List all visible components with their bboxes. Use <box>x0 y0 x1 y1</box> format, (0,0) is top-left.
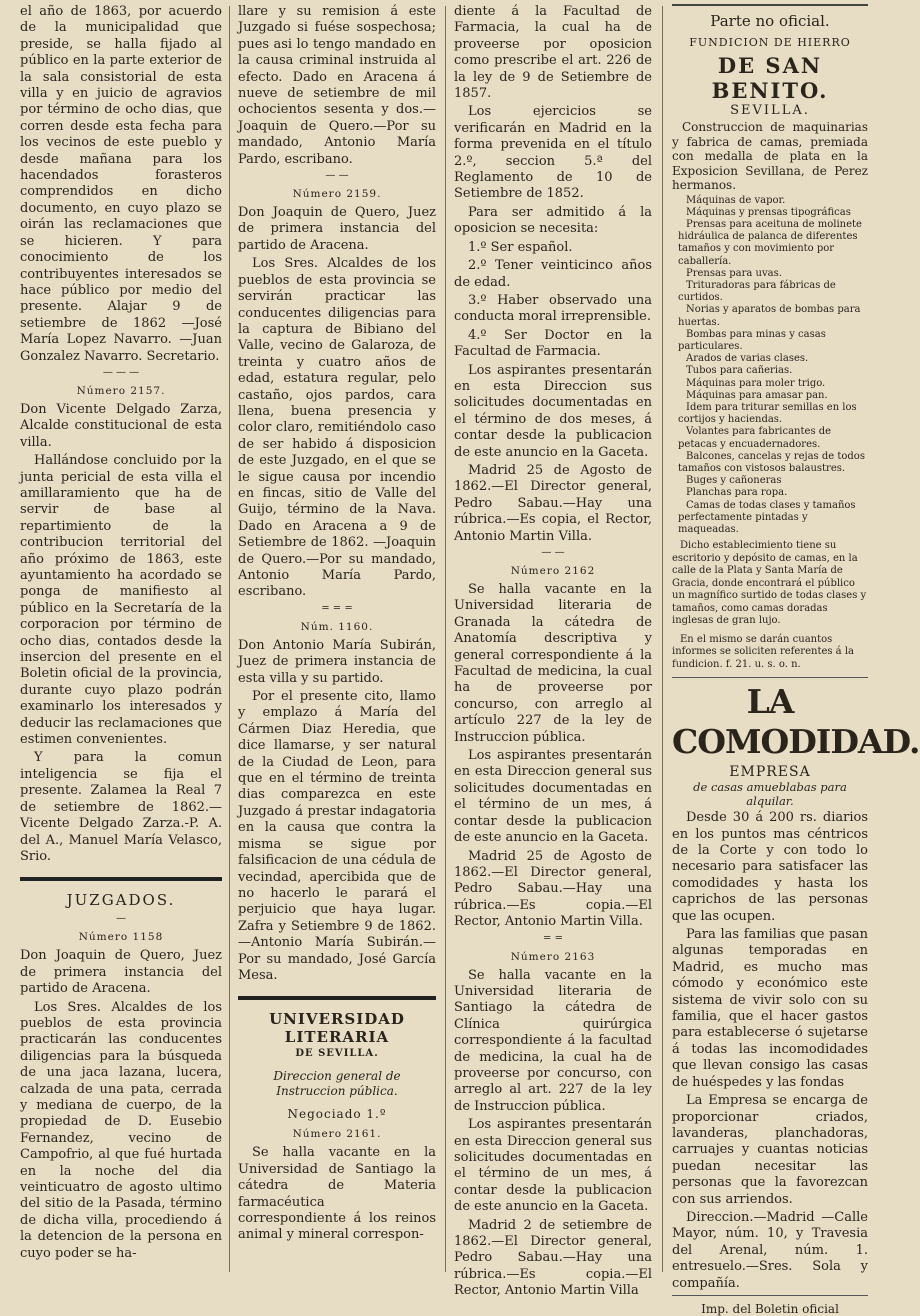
notice-number: Número 2159. <box>292 188 382 201</box>
imprint: Imp. del Boletin oficial <box>701 1301 839 1316</box>
product-item: Tubos para cañerias. <box>686 365 793 377</box>
notice-number: Número 1158 <box>78 931 164 944</box>
separator: = = = <box>321 602 353 614</box>
separator <box>672 677 868 678</box>
section-title: JUZGADOS. <box>66 891 176 910</box>
product-item: Máquinas para amasar pan. <box>686 389 828 401</box>
column-3 <box>454 4 652 1299</box>
notice-number: Número 2163 <box>510 950 596 963</box>
negociado-heading: Negociado 1.º <box>287 1107 387 1122</box>
section-title: UNIVERSIDAD LITERARIA <box>269 1010 405 1047</box>
ad-heading: FUNDICION DE HIERRO <box>689 36 851 49</box>
separator <box>672 1295 868 1296</box>
requirement-item: 1.º Ser español. <box>468 239 573 255</box>
product-item: Planchas para ropa. <box>686 487 788 499</box>
notice-text: Los Sres. Alcaldes de los pueblos de esta provincia practicarán las conducentes diligencias para la búsqueda de una jaca lazana, lucera, calzada de una pata, cerrada y mediana de cuerpo, de la propiedad de D. Eusebio Fernandez, vecino de Campofrio, al que fué hurtada en la noche del dia veinticuatro de agosto ultimo del sitio de la Pasada, término de dicha villa, procediendo á la detencion de la persona en cuyo poder se ha- <box>20 999 222 1261</box>
column-rule <box>229 6 230 1272</box>
notice-text: Los aspirantes presentarán en esta Direccion general sus solicitudes documentadas en el término de un mes, á contar desde la publicacion de este anuncio en la Gaceta. <box>454 748 652 846</box>
separator: — — <box>541 547 565 558</box>
separator: — <box>116 913 126 925</box>
requirement-item: 4.º Ser Doctor en la Facultad de Farmacia. <box>454 327 652 360</box>
ad-text: En el mismo se darán cuantos informes se soliciten referentes á la fundicion. f. 21. u. s. o. n. <box>672 633 854 670</box>
product-item: Máquinas de vapor. <box>686 194 786 206</box>
top-rule <box>672 4 868 6</box>
separator: — — <box>325 170 349 182</box>
notice-text: Madrid 25 de Agosto de 1862.—El Director general, Pedro Sabau.—Hay una rúbrica.—Es copia, el Rector, Antonio Martin Villa. <box>454 462 652 544</box>
notice-text: Por el presente cito, llamo y emplazo á María del Cármen Diaz Heredia, que dice llamarse, y ser natural de la Ciudad de Leon, para que en el término de treinta dias comparezca en este Juzgado á prestar indagatoria en la causa que contra la misma se sigue por falsificacion de una cédula de vecindad, apercibida que de no hacerlo le parará el perjuicio que haya lugar. Zafra y Setiembre 9 de 1862.—Antonio María Subirán.—Por su mandado, José García Mesa. <box>238 689 436 983</box>
section-subtitle: DE SEVILLA. <box>295 1048 379 1060</box>
notice-heading: Don Joaquin de Quero, Juez de primera instancia del partido de Aracena. <box>20 948 222 997</box>
ad-text: Dicho establecimiento tiene su escritorio y depósito de camas, en la calle de la Plata y Santa María de Gracia, donde encontrará el público un magnífico surtido de todas clases y tamaños, como camas doradas inglesas de gran lujo. <box>672 540 867 627</box>
product-item: Balcones, cancelas y rejas de todos tamaños con vistosos balaustres. <box>678 450 865 474</box>
notice-text: Los ejercicios se verificarán en Madrid en la forma prevenida en el título 2.º, seccion 5.ª del Reglamento de 10 de Setiembre de 1852. <box>454 104 652 202</box>
notice-number: Número 2161. <box>292 1128 382 1141</box>
notice-number: Núm. 1160. <box>300 620 374 633</box>
notice-text: Para ser admitido á la oposicion se necesita: <box>454 204 652 237</box>
column-rule <box>445 6 446 1272</box>
product-item: Máquinas para moler trigo. <box>686 377 826 389</box>
separator: — — — <box>102 366 140 378</box>
ad-subtitle: de casas amueblabas para alquilar. <box>693 780 847 809</box>
notice-text: Madrid 2 de setiembre de 1862.—El Director general, Pedro Sabau.—Hay una rúbrica.—Es copia.—El Rector, Antonio Martin Villa <box>454 1217 652 1299</box>
ad-title: LA COMODIDAD. <box>672 682 920 762</box>
ad-text: La Empresa se encarga de proporcionar criados, lavanderas, planchadoras, carruajes y cuantas noticias puedan necesitar las personas que la favorezcan con sus arriendos. <box>672 1093 868 1207</box>
notice-text: Hallándose concluido por la junta pericial de esta villa el amillaramiento que ha de servir de base al repartimiento de la contribucion territorial del año próximo de 1863, este ayuntamiento ha acordado se ponga de manifiesto al público en la Secretaría de la corporacion por término de ocho dias, contados desde la insercion del presente en el Boletin oficial de la provincia, durante cuyo plazo podrán examinarlo los interesados y deducir las reclamaciones que estimen convenientes. <box>20 453 222 748</box>
notice-text: Se halla vacante en la Universidad de Santiago la cátedra de Materia farmacéutica correspondiente á los reinos animal y mineral correspon- <box>238 1145 436 1243</box>
notice-heading: Don Vicente Delgado Zarza, Alcalde constitucional de esta villa. <box>20 401 222 450</box>
notice-text: diente á la Facultad de Farmacia, la cual ha de proveerse por oposicion como prescribe el art. 226 de la ley de 9 de Setiembre de 1857. <box>454 4 652 102</box>
product-item: Norias y aparatos de bombas para huertas. <box>678 304 861 328</box>
notice-text: llare y su remision á este Juzgado si fuése sospechosa; pues asi lo tengo mandado en la causa criminal instruida al efecto. Dado en Aracena á nueve de setiembre de mil ochocientos sesenta y dos.—Joaquin de Quero.—Por su mandado, Antonio María Pardo, escribano. <box>238 4 436 167</box>
product-item: Prensas para aceituna de molinete hidráulica de palanca de diferentes tamaños y con movimiento por caballería. <box>678 218 862 267</box>
column-2 <box>238 4 436 1276</box>
separator: = = <box>543 932 563 944</box>
product-list <box>672 195 868 537</box>
ad-text: Direccion.—Madrid —Calle Mayor, núm. 10, y Travesia del Arenal, núm. 1. entresuelo.—Sres. Sola y compañía. <box>672 1209 868 1291</box>
ad-subtitle: SEVILLA. <box>730 103 810 118</box>
notice-text: Se halla vacante en la Universidad literaria de Santiago la cátedra de Clínica quirúrgica correspondiente á la facultad de medicina, la cual ha de proveerse por concurso, con arreglo al art. 227 de la ley de Instruccion pública. <box>454 967 652 1114</box>
section-divider <box>238 996 436 1000</box>
product-item: Camas de todas clases y tamaños perfectamente pintadas y maqueadas. <box>678 499 856 535</box>
product-item: Volantes para fabricantes de petacas y encuadernadores. <box>678 426 832 450</box>
section-divider <box>20 877 222 881</box>
notice-heading: Don Antonio María Subirán, Juez de primera instancia de esta villa y su partido. <box>238 637 436 686</box>
section-title: Parte no oficial. <box>710 12 830 30</box>
product-item: Idem para triturar semillas en los cortijos y haciendas. <box>678 401 857 426</box>
product-item: Bombas para minas y casas particulares. <box>678 328 826 352</box>
ad-text: Para las familias que pasan algunas temporadas en Madrid, es mucho mas cómodo y económico este sistema de vivir solo con su familia, que el hacer gastos para establecerse ó sujetarse á todas las incomodidades que llevan consigo las casas de huéspedes y las fondas <box>672 927 868 1090</box>
product-item: Arados de varias clases. <box>686 353 809 365</box>
notice-text: Los aspirantes presentarán en esta Direccion sus solicitudes documentadas en el término de dos meses, á contar desde la publicacion de este anuncio en la Gaceta. <box>454 362 652 460</box>
product-item: Buges y cañoneras <box>686 475 782 487</box>
requirement-item: 3.º Haber observado una conducta moral irreprensible. <box>454 292 652 325</box>
product-item: Máquinas y prensas tipográficas <box>686 206 851 218</box>
notice-number: Número 2157. <box>76 384 166 397</box>
notice-text: Y para la comun inteligencia se fija el presente. Zalamea la Real 7 de setiembre de 1862.—Vicente Delgado Zarza.-P. A. del A., Manuel María Velasco, Srio. <box>20 750 222 864</box>
ad-text: Desde 30 á 200 rs. diarios en los puntos mas céntricos de la Corte y con todo lo necesario para satisfacer las comodidades y hasta los caprichos de las personas que las ocupen. <box>672 810 868 924</box>
direction-heading: Direccion general de Instruccion pública. <box>273 1069 401 1099</box>
notice-text: Se halla vacante en la Universidad literaria de Granada la cátedra de Anatomía descriptiva y general correspondiente á la Facultad de medicina, la cual ha de proveerse por concurso, con arreglo al artículo 227 de la ley de Instruccion pública. <box>454 582 652 745</box>
product-item: Prensas para uvas. <box>686 267 782 279</box>
notice-text: Los Sres. Alcaldes de los pueblos de esta provincia se servirán practicar las conducentes diligencias para la captura de Bibiano del Valle, vecino de Galaroza, de treinta y cuatro años de edad, estatura regular, pelo castaño, ojos pardos, cara llena, buena presencia y color claro, remitiéndolo caso de ser habido á disposicion de este Juzgado, en el que se le sigue causa por incendio en fincas, sitio de Valle del Guijo, término de la Nava. Dado en Aracena a 9 de Setiembre de 1862. —Joaquin de Quero.—Por su mandado, Antonio María Pardo, escribano. <box>238 256 436 600</box>
column-4 <box>672 4 920 1316</box>
notice-number: Número 2162 <box>510 565 596 577</box>
ad-subtitle: EMPRESA <box>729 764 811 781</box>
product-item: Trituradoras para fábricas de curtidos. <box>678 279 836 304</box>
requirement-item: 2.º Tener veinticinco años de edad. <box>454 258 652 290</box>
notice-heading: Don Joaquin de Quero, Juez de primera instancia del partido de Aracena. <box>238 205 436 253</box>
notice-text: Madrid 25 de Agosto de 1862.—El Director general, Pedro Sabau.—Hay una rúbrica.—Es copia.—El Rector, Antonio Martin Villa. <box>454 848 652 930</box>
notice-text: Los aspirantes presentarán en esta Direccion general sus solicitudes documentadas en el término de un mes, á contar desde la publicacion de este anuncio en la Gaceta. <box>454 1117 652 1215</box>
column-rule <box>662 6 663 1272</box>
column-1 <box>20 4 222 1276</box>
ad-lead: Construccion de maquinarias y fabrica de camas, premiada con medalla de plata en la Exposicion Sevillana, de Perez hermanos. <box>672 120 868 192</box>
notice-text: el año de 1863, por acuerdo de la municipalidad que preside, se halla fijado al público en la parte exterior de la sala consistorial de esta villa y en juicio de agravios por término de ocho dias, que corren desde esta fecha para los vecinos de este pueblo y desde mañana para los hacendados forasteros comprendidos en dicho documento, en cuyo plazo se oirán las reclamaciones que se hicieren. Y para conocimiento de los contribuyentes interesados se hace público por medio del presente. Alajar 9 de setiembre de 1862 —José María Lopez Navarro. —Juan Gonzalez Navarro. Secretario. <box>20 4 222 364</box>
ad-title: DE SAN BENITO. <box>711 53 829 103</box>
